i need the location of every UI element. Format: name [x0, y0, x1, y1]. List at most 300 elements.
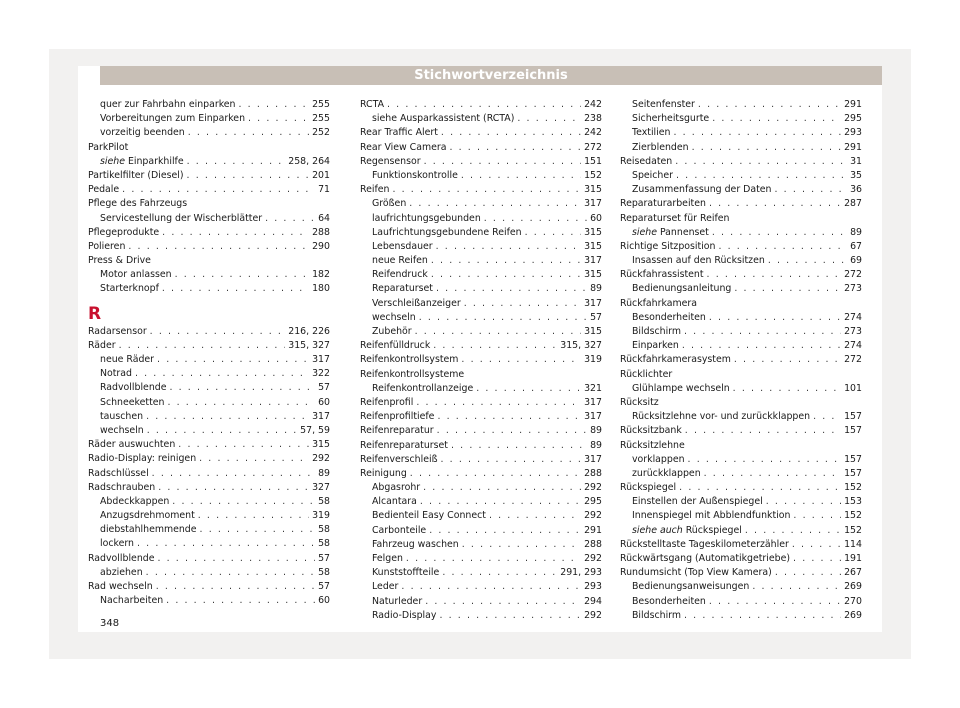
entry-page-number: 89: [850, 226, 862, 238]
entry-label: [632, 141, 689, 155]
entry-text: Reifen: [360, 184, 390, 196]
dot-leader: [675, 155, 847, 169]
entry-page-number: 288: [312, 226, 330, 238]
entry-label: [620, 268, 704, 282]
dot-leader: [423, 481, 581, 495]
entry-text: Kunststoffteile: [372, 567, 440, 579]
dot-leader: [425, 595, 581, 609]
entry-label: [88, 169, 184, 183]
entry-label: [632, 453, 685, 467]
dot-leader: [752, 580, 841, 594]
entry-page-number: 242: [584, 99, 602, 110]
entry-label: [88, 183, 119, 197]
entry-label: [372, 552, 403, 566]
index-entry: [620, 424, 862, 438]
dot-leader: [392, 183, 581, 197]
entry-label: [620, 552, 790, 566]
entry-label: [372, 382, 473, 396]
index-entry: [88, 155, 330, 169]
entry-text: Reifenverschleiß: [360, 453, 438, 465]
entry-text: Bildschirm: [632, 609, 681, 621]
entry-text: Rear View Camera: [360, 141, 447, 153]
entry-page-number: 315: [584, 184, 602, 196]
entry-label: [372, 609, 436, 623]
see-reference: siehe: [632, 226, 657, 238]
index-entry: [620, 339, 862, 353]
entry-page-number: 292: [584, 510, 602, 522]
entry-text: Polieren: [88, 240, 126, 252]
entry-page-number: 216, 226: [288, 325, 330, 337]
entry-page-number: 255: [312, 99, 330, 110]
index-entry: [88, 452, 330, 466]
dot-leader: [813, 410, 841, 424]
entry-page-number: 315, 327: [288, 339, 330, 351]
dot-leader: [150, 325, 286, 339]
entry-label: [100, 155, 184, 169]
entry-label: [372, 595, 422, 609]
entry-text: Abdeckkappen: [100, 495, 170, 507]
entry-page-number: 57: [590, 311, 602, 323]
dot-leader: [157, 353, 309, 367]
entry-label: [372, 495, 417, 509]
dot-leader: [489, 509, 581, 523]
index-entry: [88, 381, 330, 395]
entry-page-number: 327: [312, 481, 330, 493]
index-entry: [360, 197, 602, 211]
entry-page-number: 67: [850, 240, 862, 252]
entry-label: [360, 155, 421, 169]
index-entry: [620, 141, 862, 155]
dot-leader: [433, 339, 557, 353]
entry-text: Funktionskontrolle: [372, 169, 458, 181]
dot-leader: [162, 226, 309, 240]
entry-text: Abgasrohr: [372, 482, 421, 494]
index-entry: [360, 509, 602, 523]
entry-label: [632, 467, 701, 481]
entry-page-number: 71: [318, 184, 330, 196]
entry-page-number: 272: [844, 354, 862, 366]
index-entry: [360, 424, 602, 438]
dot-leader: [419, 311, 587, 325]
entry-page-number: 291: [584, 524, 602, 536]
entry-text: Reifenprofil: [360, 396, 414, 408]
entry-label: [88, 240, 125, 254]
entry-label: [372, 325, 412, 339]
dot-leader: [248, 112, 309, 126]
entry-text: neue Räder: [100, 354, 155, 365]
index-entry: [88, 126, 330, 140]
entry-label: [632, 226, 709, 240]
index-entry: [88, 410, 330, 424]
entry-text: Radschrauben: [88, 481, 156, 493]
index-entry: [620, 552, 862, 566]
dot-leader: [517, 112, 581, 126]
entry-page-number: 191: [844, 553, 862, 564]
dot-leader: [137, 537, 315, 551]
entry-text: siehe Ausparkassistent (RCTA): [372, 113, 515, 125]
dot-leader: [122, 183, 315, 197]
index-entry: [620, 382, 862, 396]
entry-label: [372, 254, 428, 268]
entry-text: Pedale: [88, 184, 120, 196]
dot-leader: [199, 452, 309, 466]
entry-page-number: 153: [844, 496, 862, 508]
entry-label: [360, 183, 389, 197]
dot-leader: [461, 169, 581, 183]
dot-leader: [416, 396, 581, 410]
entry-label: [632, 609, 681, 623]
entry-page-number: 57: [318, 382, 330, 394]
index-entry: [360, 112, 602, 126]
entry-page-number: 242: [584, 127, 602, 139]
dot-leader: [484, 212, 587, 226]
entry-text: Bildschirm: [632, 326, 681, 337]
entry-page-number: 258, 264: [288, 155, 330, 167]
entry-text: vorklappen: [632, 453, 685, 465]
dot-leader: [464, 297, 581, 311]
entry-page-number: 114: [844, 538, 862, 550]
entry-page-number: 36: [850, 184, 862, 196]
entry-text: Schneeketten: [100, 396, 165, 408]
entry-text: Zierblenden: [632, 141, 689, 153]
dot-leader: [401, 580, 581, 594]
dot-leader: [709, 311, 841, 325]
entry-text: Radio-Display: reinigen: [88, 453, 197, 465]
entry-text: Felgen: [372, 553, 403, 564]
dot-leader: [188, 126, 309, 140]
index-entry: [360, 254, 602, 268]
index-entry: [620, 197, 862, 211]
entry-page-number: 255: [312, 113, 330, 125]
index-entry: [88, 268, 330, 282]
index-entry: [360, 353, 602, 367]
entry-text: Rad wechseln: [88, 581, 153, 592]
entry-text: Richtige Sitzposition: [620, 240, 716, 252]
entry-label: [632, 580, 749, 594]
entry-text: Bedienungsanweisungen: [632, 581, 750, 593]
index-column-3: [620, 98, 862, 623]
index-entry: [360, 155, 602, 169]
entry-text: Reinigung: [360, 467, 407, 479]
index-entry: [360, 339, 602, 353]
entry-label: [100, 410, 143, 424]
entry-text: Glühlampe wechseln: [632, 382, 730, 394]
entry-text: Bedienungsanleitung: [632, 283, 732, 295]
entry-label: [620, 240, 715, 254]
entry-page-number: 317: [584, 255, 602, 267]
entry-text: Reifenkontrollsystem: [360, 354, 459, 366]
index-entry: [620, 538, 862, 552]
entry-page-number: 291: [844, 141, 862, 153]
index-entry: [88, 467, 330, 481]
dot-leader: [704, 467, 841, 481]
index-entry: [88, 424, 330, 438]
entry-page-number: 58: [318, 566, 330, 578]
index-heading: Pflege des Fahrzeugs: [88, 198, 188, 210]
index-entry: [620, 595, 862, 609]
dot-leader: [187, 155, 286, 169]
entry-text: Reifenreparaturset: [360, 439, 448, 451]
entry-page-number: 89: [590, 283, 602, 295]
entry-text: Reifenprofiltiefe: [360, 411, 435, 423]
entry-text: Partikelfilter (Diesel): [88, 169, 184, 181]
entry-text: Einstellen der Außenspiegel: [632, 496, 763, 508]
entry-label: [88, 226, 159, 240]
index-entry: [360, 141, 602, 155]
index-entry: [88, 212, 330, 226]
entry-label: [632, 183, 772, 197]
entry-label: [360, 98, 384, 112]
entry-text: Radschlüssel: [88, 467, 149, 479]
dot-leader: [431, 268, 581, 282]
entry-text: Einparken: [632, 340, 679, 352]
entry-page-number: 238: [584, 113, 602, 125]
dot-leader: [441, 126, 581, 140]
entry-text: Naturleder: [372, 595, 423, 607]
entry-text: Sicherheitsgurte: [632, 113, 710, 125]
index-entry: [620, 226, 862, 240]
entry-label: [620, 424, 682, 438]
entry-page-number: 292: [584, 553, 602, 564]
dot-leader: [409, 197, 581, 211]
index-entry: [620, 509, 862, 523]
entry-page-number: 287: [844, 198, 862, 210]
index-heading: Reparaturset für Reifen: [620, 212, 730, 224]
dot-leader: [119, 339, 286, 353]
dot-leader: [147, 424, 297, 438]
dot-leader: [187, 169, 310, 183]
entry-label: [100, 495, 169, 509]
entry-text: Reifenkontrollanzeige: [372, 382, 474, 394]
index-entry: [620, 268, 862, 282]
entry-page-number: 292: [584, 609, 602, 621]
dot-leader: [424, 155, 582, 169]
entry-page-number: 315, 327: [560, 340, 602, 352]
dot-leader: [476, 382, 581, 396]
index-entry: [620, 240, 862, 254]
index-entry: [360, 226, 602, 240]
index-column-2: [360, 98, 602, 623]
index-entry: [620, 481, 862, 495]
entry-text: Reifenreparatur: [360, 425, 434, 437]
index-column-1: [88, 98, 330, 608]
index-entry: [360, 580, 602, 594]
index-entry: [360, 481, 602, 495]
entry-text: tauschen: [100, 410, 144, 422]
entry-label: [88, 339, 116, 353]
dot-leader: [718, 240, 847, 254]
entry-label: [620, 538, 789, 552]
dot-leader: [775, 566, 841, 580]
dot-leader: [709, 197, 841, 211]
entry-page-number: 288: [584, 467, 602, 479]
index-entry: [360, 524, 602, 538]
index-heading: Reifenkontrollsysteme: [360, 368, 465, 380]
entry-text: Insassen auf den Rücksitzen: [632, 255, 765, 267]
index-entry: [88, 438, 330, 452]
dot-leader: [441, 453, 582, 467]
dot-leader: [169, 381, 315, 395]
entry-label: [100, 381, 166, 395]
entry-text: Reisedaten: [620, 155, 673, 167]
entry-page-number: 292: [584, 482, 602, 494]
entry-text: Radvollblende: [88, 552, 155, 564]
entry-page-number: 269: [844, 581, 862, 593]
entry-text: Reifendruck: [372, 269, 428, 281]
entry-label: [372, 282, 433, 296]
entry-label: [620, 197, 706, 211]
dot-leader: [734, 282, 841, 296]
dot-leader: [712, 226, 847, 240]
entry-page-number: 157: [844, 425, 862, 437]
entry-label: [360, 453, 438, 467]
dot-leader: [793, 509, 841, 523]
entry-label: [100, 112, 245, 126]
entry-page-number: 291, 293: [560, 567, 602, 579]
dot-leader: [684, 325, 841, 339]
index-entry: [88, 325, 330, 339]
entry-page-number: 60: [318, 396, 330, 408]
entry-page-number: 317: [584, 453, 602, 465]
dot-leader: [436, 240, 581, 254]
entry-text: Bedienteil Easy Connect: [372, 510, 486, 522]
dot-leader: [442, 566, 557, 580]
entry-label: [372, 509, 486, 523]
entry-label: [632, 595, 706, 609]
index-entry: [88, 495, 330, 509]
entry-text: Besonderheiten: [632, 595, 706, 607]
page-number: 348: [100, 618, 120, 629]
index-entry: [620, 495, 862, 509]
entry-label: [632, 112, 709, 126]
entry-text: Speicher: [632, 169, 673, 181]
index-entry: [360, 609, 602, 623]
dot-leader: [406, 552, 581, 566]
entry-label: [632, 509, 790, 523]
index-entry: [360, 126, 602, 140]
entry-page-number: 157: [844, 411, 862, 423]
entry-text: quer zur Fahrbahn einparken: [100, 99, 236, 110]
entry-page-number: 317: [312, 410, 330, 422]
entry-page-number: 69: [850, 255, 862, 267]
entry-label: [372, 197, 406, 211]
dot-leader: [420, 495, 581, 509]
entry-label: [88, 452, 196, 466]
entry-label: [100, 509, 195, 523]
index-entry: [88, 537, 330, 551]
dot-leader: [793, 552, 841, 566]
entry-label: [632, 126, 670, 140]
entry-label: [360, 467, 407, 481]
entry-page-number: 317: [584, 198, 602, 210]
index-entry: [360, 453, 602, 467]
entry-text: Rückspiegel: [620, 482, 677, 494]
entry-text: Pannenset: [659, 226, 709, 238]
entry-label: [372, 524, 426, 538]
index-entry: [88, 552, 330, 566]
entry-page-number: 294: [584, 595, 602, 607]
index-entry: [360, 325, 602, 339]
index-entry: [620, 254, 862, 268]
entry-text: Fahrzeug waschen: [372, 538, 459, 550]
entry-page-number: 267: [844, 567, 862, 579]
entry-text: laufrichtungsgebunden: [372, 212, 481, 224]
entry-page-number: 317: [312, 354, 330, 365]
entry-page-number: 182: [312, 269, 330, 281]
dot-leader: [178, 438, 309, 452]
entry-page-number: 295: [844, 113, 862, 125]
entry-page-number: 317: [584, 411, 602, 423]
entry-text: Regensensor: [360, 155, 421, 167]
entry-text: neue Reifen: [372, 255, 428, 267]
entry-text: Räder auswuchten: [88, 439, 176, 451]
dot-leader: [462, 538, 581, 552]
index-entry: [88, 353, 330, 367]
entry-text: Motor anlassen: [100, 269, 172, 281]
entry-page-number: 317: [584, 396, 602, 408]
index-entry: [360, 297, 602, 311]
entry-label: [360, 410, 434, 424]
index-heading: Rücklichter: [620, 368, 673, 380]
dot-leader: [775, 183, 848, 197]
entry-label: [372, 311, 416, 325]
entry-text: Einparkhilfe: [127, 155, 184, 167]
entry-text: Leder: [372, 581, 399, 593]
entry-text: Radvollblende: [100, 382, 167, 394]
index-entry: [360, 183, 602, 197]
entry-label: [100, 594, 163, 608]
entry-page-number: 151: [584, 155, 602, 167]
entry-label: [100, 353, 154, 367]
entry-page-number: 152: [844, 510, 862, 522]
index-entry: [88, 240, 330, 254]
entry-text: Zubehör: [372, 326, 412, 337]
entry-text: Vorbereitungen zum Einparken: [100, 113, 246, 125]
entry-text: wechseln: [100, 424, 144, 436]
dot-leader: [688, 453, 842, 467]
entry-page-number: 274: [844, 311, 862, 323]
entry-text: Rückfahrassistent: [620, 269, 704, 281]
entry-label: [372, 268, 428, 282]
entry-text: Reparaturset: [372, 283, 433, 295]
entry-text: Textilien: [632, 127, 671, 139]
entry-label: [372, 580, 398, 594]
entry-page-number: 292: [312, 453, 330, 465]
index-entry: [88, 367, 330, 381]
index-entry: [360, 396, 602, 410]
dot-leader: [461, 353, 581, 367]
entry-label: [372, 538, 459, 552]
entry-page-number: 315: [312, 439, 330, 451]
entry-text: Verschleißanzeiger: [372, 297, 461, 309]
dot-leader: [239, 98, 310, 112]
entry-label: [88, 438, 175, 452]
dot-leader: [128, 240, 309, 254]
dot-leader: [734, 353, 841, 367]
dot-leader: [692, 141, 842, 155]
entry-label: [100, 268, 172, 282]
index-entry: [360, 410, 602, 424]
entry-text: zurückklappen: [632, 467, 701, 479]
dot-leader: [158, 481, 309, 495]
index-entry: [360, 268, 602, 282]
index-entry: [88, 183, 330, 197]
entry-label: [360, 439, 448, 453]
entry-text: Größen: [372, 198, 407, 210]
dot-leader: [439, 609, 581, 623]
entry-label: [100, 212, 262, 226]
entry-label: [632, 282, 731, 296]
